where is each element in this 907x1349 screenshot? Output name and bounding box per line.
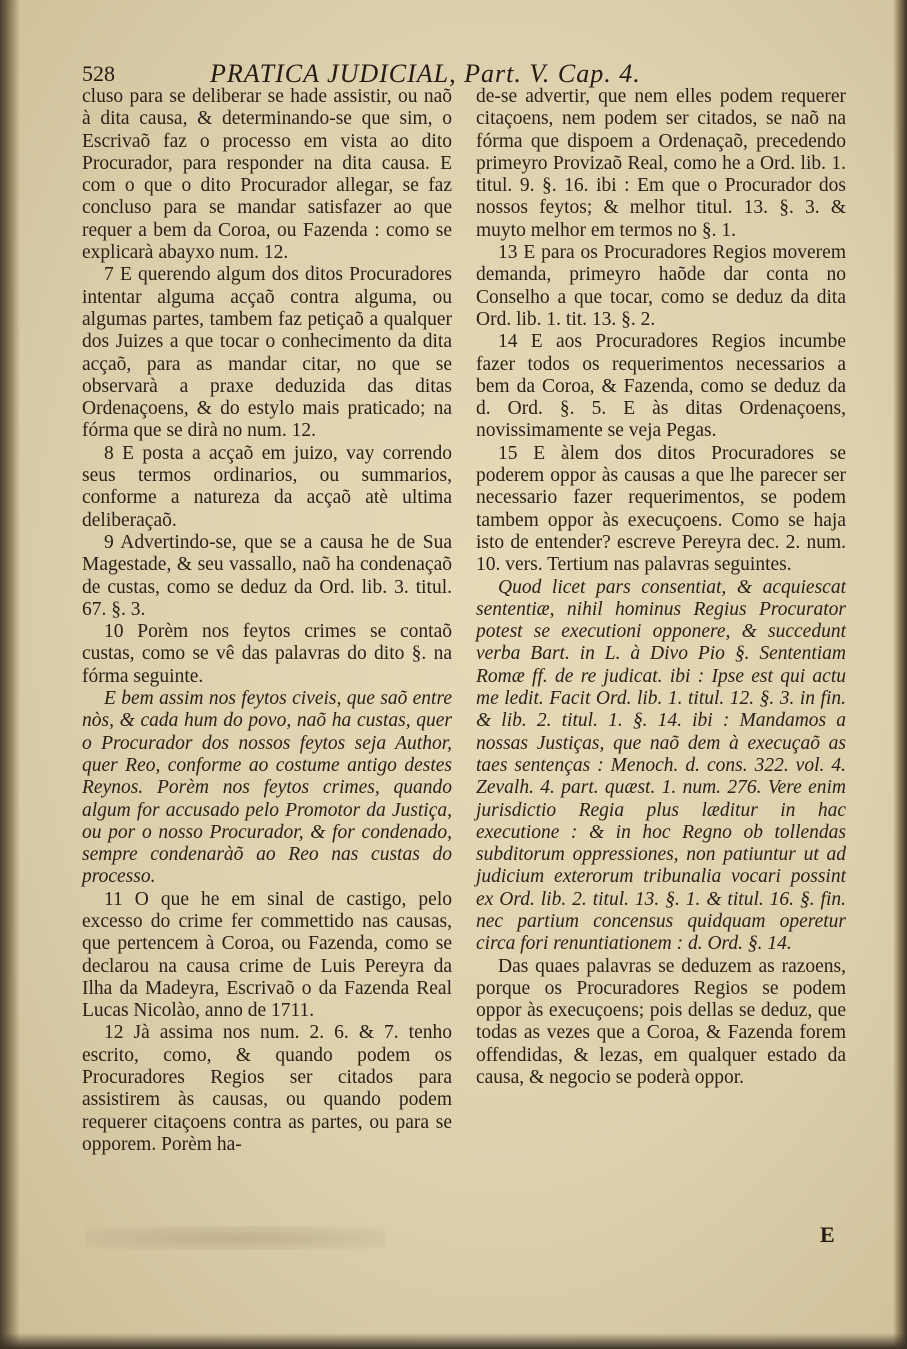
page-left-edge-shadow: [0, 0, 20, 1349]
page-bottom-edge-shadow: [0, 1333, 907, 1349]
paragraph-15: 15 E àlem dos ditos Procuradores se poderem oppor às causas a que lhe parecer ser necessario fazer requerimentos, se podem tambem oppor às execuçoens. Como se haja isto de entender? escreve Pereyra dec. 2. num. 10. vers. Tertium nas palavras seguintes.: [476, 442, 846, 576]
paragraph-11: 11 O que he em sinal de castigo, pelo excesso do crime fer commettido nas causas, que pertencem à Coroa, ou Fazenda, como se declarou na causa crime de Luis Pereyra da Ilha da Madeyra, Escrivaõ o da Fazenda Real Lucas Nicolào, anno de 1711.: [82, 888, 452, 1022]
paragraph-14: 14 E aos Procuradores Regios incumbe fazer todos os requerimentos necessarios a bem da Coroa, & Fazenda, como se deduz da d. Ord. §. 5. E às ditas Ordenaçoens, novissimamente se veja Pegas.: [476, 331, 846, 442]
paragraph-8: 8 E posta a acçaõ em juizo, vay correndo seus termos ordinarios, ou summarios, conforme a natureza da acçaõ atè ultima deliberaçaõ.: [82, 442, 452, 531]
catchword: E: [820, 1222, 835, 1247]
latin-quotation: Quod licet pars consentiat, & acquiescat sententiæ, nihil hominus Regius Procurator potest se executioni opponere, & succedunt verba Bart. in L. à Divo Pio §. Sententiam Romæ ff. de re judicat. ibi : Ipse est qui actu me ledit. Facit Ord. lib. 1. titul. 12. §. 3. in fin. & lib. 2. titul. 1. §. 14. ibi : Mandamos a nossas Justiças, que naõ dem à execuçaõ as taes sentenças : Menoch. d. cons. 322. vol. 4. Zevalh. 4. part. quæst. 1. num. 276. Vere enim jurisdictio Regia plus læditur in hac executione : & in hoc Regno ob tollendas subditorum oppressiones, non patiuntur ut ad judicium exterorum tribunalia vocari possint ex Ord. lib. 2. titul. 13. §. 1. & titul. 16. §. fin. nec partium concensus quidquam operetur circa fori renuntiationem : d. Ord. §. 14.: [476, 576, 846, 955]
paragraph-12: 12 Jà assima nos num. 2. 6. & 7. tenho escrito, como, & quando podem os Procuradores Regios ser citados para assistirem às causas, ou quando podem requerer citaçoens contra as partes, ou para se opporem. Porèm ha-: [82, 1022, 452, 1155]
ink-smudge: [85, 1226, 385, 1250]
paragraph-12-continuation: de-se advertir, que nem elles podem requerer citaçoens, nem podem ser citados, se naõ na fórma que dispoem a Ordenaçaõ, precedendo primeyro Provizaõ Real, como he a Ord. lib. 1. titul. 9. §. 16. ibi : Em que o Procurador dos nossos feytos; & melhor titul. 13. §. 3. & muyto melhor em termos no §. 1.: [476, 86, 846, 241]
left-text-column: [82, 86, 452, 1156]
closing-paragraph: Das quaes palavras se deduzem as razoens, porque os Procuradores Regios se podem oppor às execuçoens; pois dellas se deduz, que todas as vezes que a Coroa, & Fazenda forem offendidas, & lezas, em qualquer estado da causa, & negocio se poderà oppor.: [476, 955, 846, 1089]
paragraph-10: 10 Porèm nos feytos crimes se contaõ custas, como se vê das palavras do dito §. na fórma seguinte.: [82, 621, 452, 687]
right-text-column: [476, 86, 846, 1089]
running-title: PRATICA JUDICIAL, Part. V. Cap. 4.: [210, 59, 641, 88]
page-number: 528: [82, 61, 115, 86]
quoted-ordinance: E bem assim nos feytos civeis, que saõ entre nòs, & cada hum do povo, naõ ha custas, quer o Procurador dos nossos feytos seja Author, quer Reo, conforme ao costume antigo destes Reynos. Porèm nos feytos crimes, quando algum for accusado pelo Promotor da Justiça, ou por o nosso Procurador, & for condenado, sempre condenaràõ ao Reo nas custas do processo.: [82, 688, 452, 888]
paragraph-9: 9 Advertindo-se, que se a causa he de Sua Magestade, & seu vassallo, naõ ha condenaçaõ de custas, como se deduz da Ord. lib. 3. titul. 67. §. 3.: [82, 531, 452, 620]
paragraph-13: 13 E para os Procuradores Regios moverem demanda, primeyro haõde dar conta no Conselho a que tocar, como se deduz da dita Ord. lib. 1. tit. 13. §. 2.: [476, 242, 846, 330]
paragraph-continuation: cluso para se deliberar se hade assistir, ou naõ à dita causa, & determinando-se que sim, o Escrivaõ faz o processo em vista ao dito Procurador, para responder na dita causa. E com o que o dito Procurador allegar, se faz concluso para se mandar satisfazer ao que requer a bem da Coroa, ou Fazenda : como se explicarà abayxo num. 12.: [82, 86, 452, 264]
paragraph-7: 7 E querendo algum dos ditos Procuradores intentar alguma acçaõ contra alguma, ou algumas partes, tambem faz petiçaõ a qualquer dos Juizes a que tocar o conhecimento da dita acçaõ, para as mandar citar, no que se observarà a praxe deduzida das ditas Ordenaçoens, & do estylo mais praticado; na fórma que se dirà no num. 12.: [82, 264, 452, 442]
page-right-edge-shadow: [893, 0, 907, 1349]
